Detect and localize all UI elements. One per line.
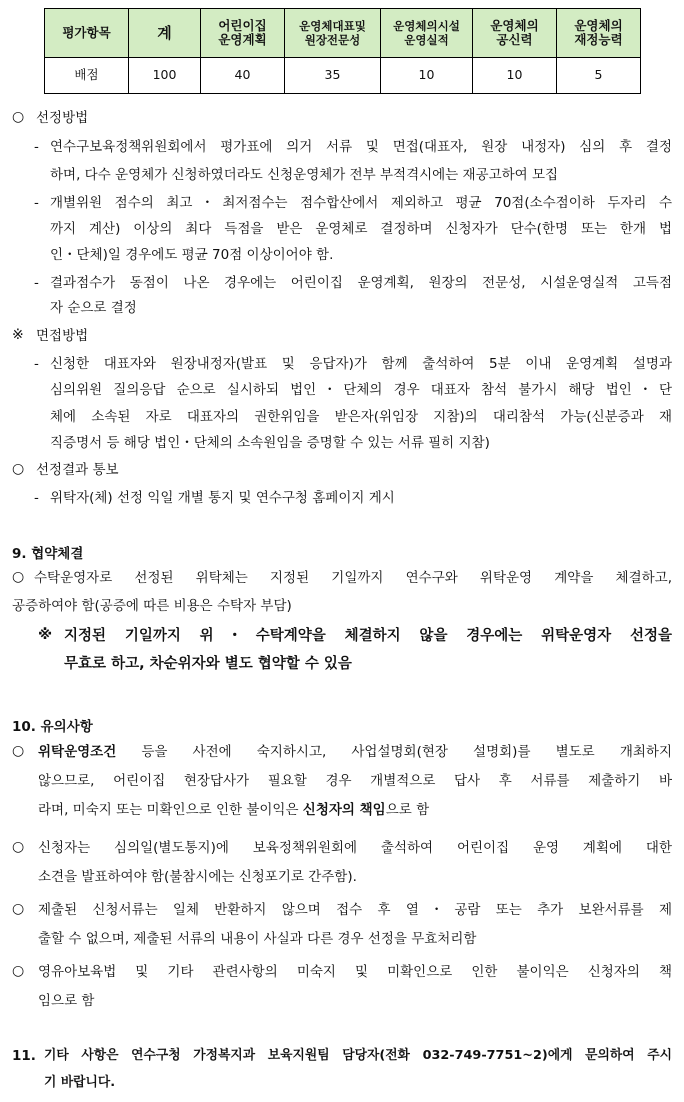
section-title-selection: 선정방법 (36, 110, 89, 126)
header-cell: 계 (129, 9, 201, 58)
value-cell: 10 (473, 57, 557, 93)
dash-bullet: - (34, 356, 39, 372)
section-9-para-line: 공증하여야 함(공증에 따른 비용은 수탁자 부담) (12, 598, 292, 614)
circle-bullet-icon: ○ (12, 901, 25, 917)
section-10-heading: 10. 유의사항 (12, 719, 93, 735)
dash-bullet: - (34, 490, 39, 506)
section-title-interview: 면접방법 (36, 328, 89, 344)
section-9-para-line: 수탁운영자로 선정된 위탁체는 지정된 기일까지 연수구와 위탁운영 계약을 체결하고, (34, 570, 672, 586)
notice-2-line: 소견을 발표하여야 함(불참시에는 신청포기로 간주함). (38, 869, 357, 885)
reference-mark-icon: ※ (12, 327, 24, 343)
section-9-note-line: 지정된 기일까지 위・수탁계약을 체결하지 않을 경우에는 위탁운영자 선정을 (64, 628, 672, 644)
notice-4-line: 임으로 함 (38, 993, 95, 1009)
section-11-line: 기타 사항은 연수구청 가정복지과 보육지원팀 담당자(전화 032-749-7751~2)에게 문의하여 주시 (44, 1048, 672, 1063)
row-label-cell: 배점 (45, 57, 129, 93)
value-cell: 10 (381, 57, 473, 93)
header-cell: 운영체의시설 운영실적 (381, 9, 473, 58)
selection-item-3-line: 결과점수가 동점이 나온 경우에는 어린이집 운영계획, 원장의 전문성, 시설운영실적 고득점 (50, 275, 672, 291)
table-header-row (45, 9, 641, 58)
table-row (45, 57, 641, 93)
section-title-result: 선정결과 통보 (36, 462, 119, 478)
circle-bullet-icon: ○ (12, 461, 25, 477)
notice-1-bold: 신청자의 책임 (302, 802, 386, 818)
dash-bullet: - (34, 195, 39, 211)
circle-bullet-icon: ○ (12, 839, 25, 855)
notice-4-line: 영유아보육법 및 기타 관련사항의 미숙지 및 미확인으로 인한 불이익은 신청자의 책 (38, 964, 672, 980)
value-cell: 100 (129, 57, 201, 93)
evaluation-table (44, 8, 641, 94)
section-11-number: 11. (12, 1048, 36, 1064)
value-cell: 5 (557, 57, 641, 93)
notice-1-bold: 위탁운영조건 (38, 744, 117, 760)
notice-3-line: 제출된 신청서류는 일체 반환하지 않으며 접수 후 열・공람 또는 추가 보완서류를 제 (38, 902, 672, 918)
section-11-line: 기 바랍니다. (44, 1075, 116, 1090)
header-cell: 운영체대표및 원장전문성 (285, 9, 381, 58)
selection-item-2-line: 인・단체)일 경우에도 평균 70점 이상이어야 함. (50, 247, 334, 263)
circle-bullet-icon: ○ (12, 743, 25, 759)
section-9-heading: 9. 협약체결 (12, 546, 84, 562)
notice-1-line: 않으므로, 어린이집 현장답사가 필요할 경우 개별적으로 답사 후 서류를 제출하기 바 (38, 773, 672, 789)
reference-mark-icon: ※ (38, 627, 53, 643)
circle-bullet-icon: ○ (12, 109, 25, 125)
dash-bullet: - (34, 275, 39, 291)
selection-item-3-line: 자 순으로 결정 (50, 300, 137, 316)
selection-item-2-line: 개별위원 점수의 최고・최저점수는 점수합산에서 제외하고 평균 70점(소수점이하 두자리 수 (50, 195, 672, 211)
selection-item-1-line: 하며, 다수 운영체가 신청하였더라도 신청운영체가 전부 부적격시에는 재공고하여 모집 (50, 167, 559, 183)
notice-1-line (38, 744, 672, 760)
result-item-line: 위탁자(체) 선정 익일 개별 통지 및 연수구청 홈페이지 게시 (50, 490, 395, 506)
interview-item-line: 심의위원 질의응답 순으로 실시하되 법인・단체의 경우 대표자 참석 불가시 해당 법인・단 (50, 382, 672, 398)
value-cell: 40 (201, 57, 285, 93)
notice-1-line (38, 802, 429, 818)
section-9-note-line: 무효로 하고, 차순위자와 별도 협약할 수 있음 (64, 656, 352, 672)
value-cell: 35 (285, 57, 381, 93)
circle-bullet-icon: ○ (12, 963, 25, 979)
header-cell: 어린이집 운영계획 (201, 9, 285, 58)
notice-1-text: 으로 함 (385, 802, 430, 818)
interview-item-line: 직증명서 등 해당 법인・단체의 소속원임을 증명할 수 있는 서류 필히 지참) (50, 435, 490, 451)
notice-3-line: 출할 수 없으며, 제출된 서류의 내용이 사실과 다른 경우 선정을 무효처리함 (38, 931, 477, 947)
notice-2-line: 신청자는 심의일(별도통지)에 보육정책위원회에 출석하여 어린이집 운영 계획에 대한 (38, 840, 672, 856)
interview-item-line: 신청한 대표자와 원장내정자(발표 및 응답자)가 함께 출석하여 5분 이내 운영계획 설명과 (50, 356, 672, 372)
notice-1-text: 등을 사전에 숙지하시고, 사업설명회(현장 설명회)를 별도로 개최하지 (116, 744, 672, 760)
dash-bullet: - (34, 139, 39, 155)
interview-item-line: 체에 소속된 자로 대표자의 권한위임을 받은자(위임장 지참)의 대리참석 가능(신분증과 재 (50, 409, 672, 425)
selection-item-1-line: 연수구보육정책위원회에서 평가표에 의거 서류 및 면접(대표자, 원장 내정자) 심의 후 결정 (50, 139, 672, 155)
notice-1-text: 라며, 미숙지 또는 미확인으로 인한 불이익은 (38, 802, 303, 818)
header-cell: 평가항목 (45, 9, 129, 58)
selection-item-2-line: 까지 계산) 이상의 최다 득점을 받은 운영체로 결정하며 신청자가 단수(한명 또는 한개 법 (50, 221, 672, 237)
circle-bullet-icon: ○ (12, 569, 25, 585)
header-cell: 운영체의 재정능력 (557, 9, 641, 58)
header-cell: 운영체의 공신력 (473, 9, 557, 58)
